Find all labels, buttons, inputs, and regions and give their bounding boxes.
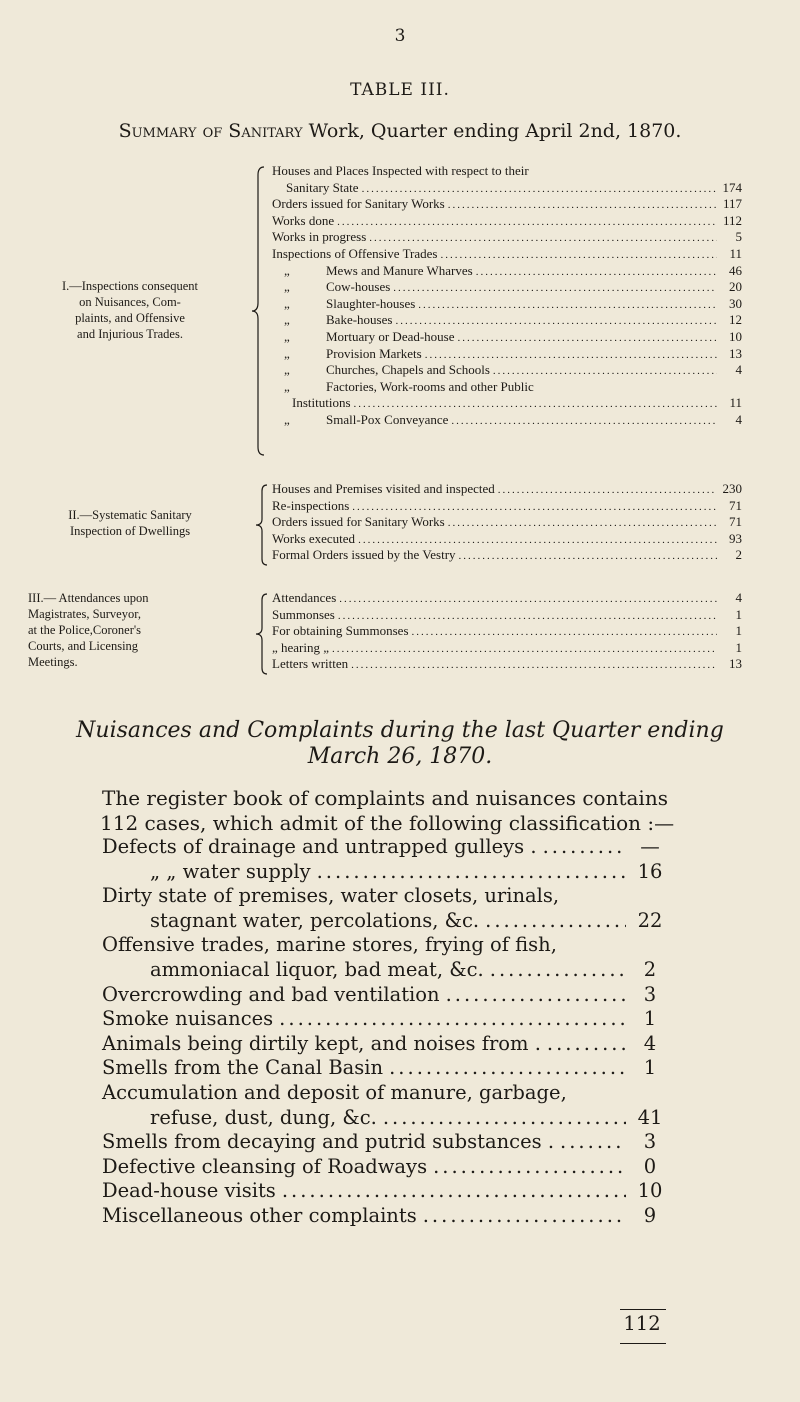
row-label: Summonses — [272, 606, 335, 622]
complaint-row — [102, 860, 668, 885]
table-row — [272, 395, 742, 412]
complaint-count: 2 — [643, 957, 657, 981]
brace-section-3 — [256, 592, 270, 676]
leader-dots — [485, 909, 626, 934]
row-label: Houses and Places Inspected with respect to their — [272, 163, 529, 178]
intro-paragraph: The register book of complaints and nuisances contains 112 cases, which admit of the following classification :— — [100, 786, 675, 835]
table-row — [272, 279, 742, 296]
row-value: 30 — [729, 295, 742, 311]
leader-dots — [362, 181, 717, 198]
table-row — [272, 329, 742, 346]
leader-dots — [354, 396, 717, 413]
complaint-count: 4 — [643, 1031, 657, 1055]
table-row — [272, 362, 742, 379]
ditto-mark: „ — [284, 279, 290, 295]
ditto-mark: „ — [284, 345, 290, 361]
row-label: For obtaining Summonses — [272, 623, 409, 639]
complaint-count: 0 — [643, 1154, 657, 1178]
complaint-count: 1 — [643, 1007, 657, 1031]
ditto-mark: „ — [284, 378, 290, 394]
ditto-mark: „ — [284, 262, 290, 278]
leader-dots — [332, 641, 717, 658]
complaint-label: Miscellaneous other complaints — [102, 1203, 417, 1227]
section-2-rows — [272, 481, 742, 564]
row-label: Orders issued for Sanitary Works — [272, 514, 445, 530]
leader-dots — [395, 313, 717, 330]
table-row — [272, 180, 742, 197]
complaint-row — [102, 1032, 668, 1057]
complaint-count: 9 — [643, 1203, 657, 1227]
row-label: „ Mortuary or Dead-house — [272, 329, 455, 346]
complaint-count: 16 — [637, 859, 663, 883]
table-row — [272, 623, 742, 640]
complaint-row — [102, 1155, 668, 1180]
leader-dots — [493, 363, 717, 380]
table-row — [272, 531, 742, 548]
leader-dots — [383, 1106, 626, 1131]
row-value: 1 — [735, 639, 742, 655]
leader-dots — [433, 1155, 626, 1180]
complaint-label: Defects of drainage and untrapped gulleys . — [102, 835, 537, 858]
table-row — [272, 246, 742, 263]
complaint-row — [102, 1179, 668, 1204]
table-row — [272, 607, 742, 624]
leader-dots — [458, 330, 717, 347]
row-label: „ Small-Pox Conveyance — [272, 412, 448, 429]
complaint-label: Overcrowding and bad ventilation — [102, 982, 440, 1006]
row-label: Attendances — [272, 590, 337, 605]
row-label: Works executed — [272, 530, 356, 546]
row-value: 13 — [729, 656, 742, 672]
row-value: 5 — [735, 229, 742, 245]
complaint-row — [102, 1204, 668, 1229]
complaint-row — [102, 1056, 668, 1081]
summary-word-1: Summary — [118, 120, 197, 142]
leader-dots — [547, 1032, 626, 1057]
table-row — [272, 481, 742, 498]
table-row — [272, 590, 742, 607]
table-row — [272, 229, 742, 246]
row-label: „ Bake-houses — [272, 312, 392, 329]
leader-dots — [459, 548, 717, 565]
leader-dots — [425, 347, 717, 364]
row-label: Orders issued for Sanitary Works — [272, 196, 445, 212]
row-label: „ hearing „ — [272, 639, 330, 655]
section-1-label: I.—Inspections consequent on Nuisances, Com- plaints, and Offensive and Injurious Trades. — [61, 279, 199, 341]
leader-dots — [476, 264, 717, 281]
leader-dots — [352, 499, 717, 516]
section-2-label: II.—Systematic Sanitary Inspection of Dwellings — [68, 508, 192, 538]
complaint-row — [102, 1130, 668, 1155]
section-3-rows — [272, 590, 742, 673]
brace-section-2 — [256, 483, 270, 567]
row-value: 71 — [729, 497, 742, 513]
row-value: 4 — [735, 590, 742, 605]
row-label: Works in progress — [272, 229, 367, 245]
complaint-row — [102, 1106, 668, 1131]
row-label: Sanitary State — [286, 179, 359, 195]
row-label: „ Mews and Manure Wharves — [272, 263, 473, 280]
complaint-row — [102, 933, 668, 958]
row-value: 174 — [722, 179, 742, 195]
summary-word-of: of — [202, 120, 223, 142]
total-rule-bottom — [620, 1343, 666, 1344]
leader-dots — [339, 591, 717, 608]
row-value: 230 — [722, 481, 742, 496]
table-row — [272, 213, 742, 230]
row-label: Inspections of Offensive Trades — [272, 245, 438, 261]
complaint-count: 10 — [637, 1179, 663, 1203]
row-label: „ Slaughter-houses — [272, 296, 415, 313]
complaint-row — [102, 909, 668, 934]
table-row — [272, 498, 742, 515]
leader-dots — [389, 1056, 626, 1081]
table-row — [272, 656, 742, 673]
complaint-count: 3 — [643, 1130, 657, 1154]
complaint-label: „ „ water supply — [150, 859, 311, 883]
table-title: TABLE III. — [350, 80, 450, 100]
summary-word-2: Sanitary — [228, 120, 303, 142]
table-row — [272, 346, 742, 363]
row-label: Institutions — [292, 395, 351, 411]
complaint-label: Smells from the Canal Basin — [102, 1056, 384, 1080]
row-value: 1 — [735, 623, 742, 639]
complaint-count: — — [640, 835, 660, 858]
table-row — [272, 379, 742, 396]
page-number: 3 — [394, 26, 406, 46]
leader-dots — [317, 860, 626, 885]
complaint-label: Dirty state of premises, water closets, urinals, — [102, 884, 560, 908]
ditto-mark: „ — [284, 328, 290, 344]
complaint-row — [102, 1007, 668, 1032]
complaint-label: Defective cleansing of Roadways — [102, 1154, 428, 1178]
section-dwellings — [0, 481, 800, 571]
complaint-label: stagnant water, percolations, &c. — [150, 908, 480, 932]
row-value: 46 — [729, 262, 742, 278]
summary-rest: Work, Quarter ending April 2nd, 1870. — [308, 120, 682, 142]
leader-dots — [351, 657, 717, 674]
total-rule-top — [620, 1309, 666, 1310]
complaints-total: 112 — [623, 1312, 661, 1335]
row-value: 11 — [729, 245, 742, 261]
leader-dots — [560, 1130, 626, 1155]
section-1-rows — [272, 163, 742, 429]
complaint-label: ammoniacal liquor, bad meat, &c. — [150, 957, 484, 981]
complaint-label: Animals being dirtily kept, and noises from . — [102, 1031, 541, 1055]
complaint-count: 3 — [643, 982, 657, 1006]
complaint-row — [102, 983, 668, 1008]
leader-dots — [543, 835, 626, 860]
table-row — [272, 640, 742, 657]
leader-dots — [369, 230, 717, 247]
row-value: 10 — [729, 328, 742, 344]
ditto-mark: „ — [284, 411, 290, 427]
complaint-count: 41 — [637, 1105, 663, 1129]
row-value: 20 — [729, 279, 742, 295]
leader-dots — [279, 1007, 626, 1032]
ditto-mark: „ — [284, 312, 290, 328]
complaint-label: Smells from decaying and putrid substances . — [102, 1130, 555, 1154]
table-row — [272, 296, 742, 313]
complaint-label: Dead-house visits — [102, 1179, 276, 1203]
row-label: „ Churches, Chapels and Schools — [272, 362, 490, 379]
leader-dots — [338, 608, 717, 625]
complaint-label: Smoke nuisances — [102, 1007, 274, 1031]
section-3-label: III.— Attendances upon Magistrates, Surveyor, at the Police,Coroner's Courts, and Licensing Meetings. — [28, 591, 149, 669]
row-label: Works done — [272, 212, 335, 228]
table-row — [272, 196, 742, 213]
leader-dots — [451, 413, 717, 430]
leader-dots — [423, 1204, 626, 1229]
row-value: 4 — [735, 362, 742, 378]
complaint-label: refuse, dust, dung, &c. — [150, 1105, 377, 1129]
row-label: Houses and Premises visited and inspected — [272, 481, 495, 496]
section-inspections — [0, 163, 800, 463]
table-row — [272, 263, 742, 280]
row-label: Re-inspections — [272, 497, 350, 513]
leader-dots — [412, 624, 717, 641]
complaint-row — [102, 835, 668, 860]
table-row — [272, 412, 742, 429]
leader-dots — [498, 482, 717, 499]
row-value: 117 — [722, 196, 742, 212]
leader-dots — [490, 958, 626, 983]
leader-dots — [448, 515, 717, 532]
table-row — [272, 547, 742, 564]
complaints-list — [102, 835, 668, 1229]
complaint-row — [102, 1081, 668, 1106]
brace-section-1 — [252, 165, 268, 457]
complaint-row — [102, 884, 668, 909]
leader-dots — [418, 297, 717, 314]
leader-dots — [337, 214, 717, 231]
leader-dots — [448, 197, 717, 214]
table-row — [272, 163, 742, 180]
complaint-label: Accumulation and deposit of manure, garbage, — [102, 1080, 567, 1104]
ditto-mark: „ — [284, 295, 290, 311]
row-value: 71 — [729, 514, 742, 530]
leader-dots — [358, 532, 717, 549]
leader-dots — [441, 247, 718, 264]
complaint-row — [102, 958, 668, 983]
section-attendances — [0, 590, 800, 680]
row-label: „ Factories, Work-rooms and other Public — [272, 379, 534, 396]
leader-dots — [282, 1179, 626, 1204]
leader-dots — [446, 983, 626, 1008]
row-value: 11 — [729, 395, 742, 411]
complaint-count: 22 — [637, 908, 663, 932]
row-label: Formal Orders issued by the Vestry — [272, 547, 456, 563]
complaint-count: 1 — [643, 1056, 657, 1080]
leader-dots — [393, 280, 717, 297]
row-label: „ Cow-houses — [272, 279, 390, 296]
ditto-mark: „ — [284, 362, 290, 378]
row-value: 2 — [735, 547, 742, 563]
row-label: Letters written — [272, 656, 349, 672]
nuisances-title: Nuisances and Complaints during the last Quarter ending March 26, 1870. — [76, 718, 724, 769]
table-row — [272, 514, 742, 531]
row-value: 12 — [729, 312, 742, 328]
row-value: 112 — [722, 212, 742, 228]
row-value: 93 — [729, 530, 742, 546]
row-label: „ Provision Markets — [272, 346, 422, 363]
table-row — [272, 312, 742, 329]
complaint-label: Offensive trades, marine stores, frying of fish, — [102, 933, 557, 957]
row-value: 13 — [729, 345, 742, 361]
row-value: 4 — [735, 411, 742, 427]
row-value: 1 — [735, 606, 742, 622]
summary-title — [0, 120, 800, 142]
